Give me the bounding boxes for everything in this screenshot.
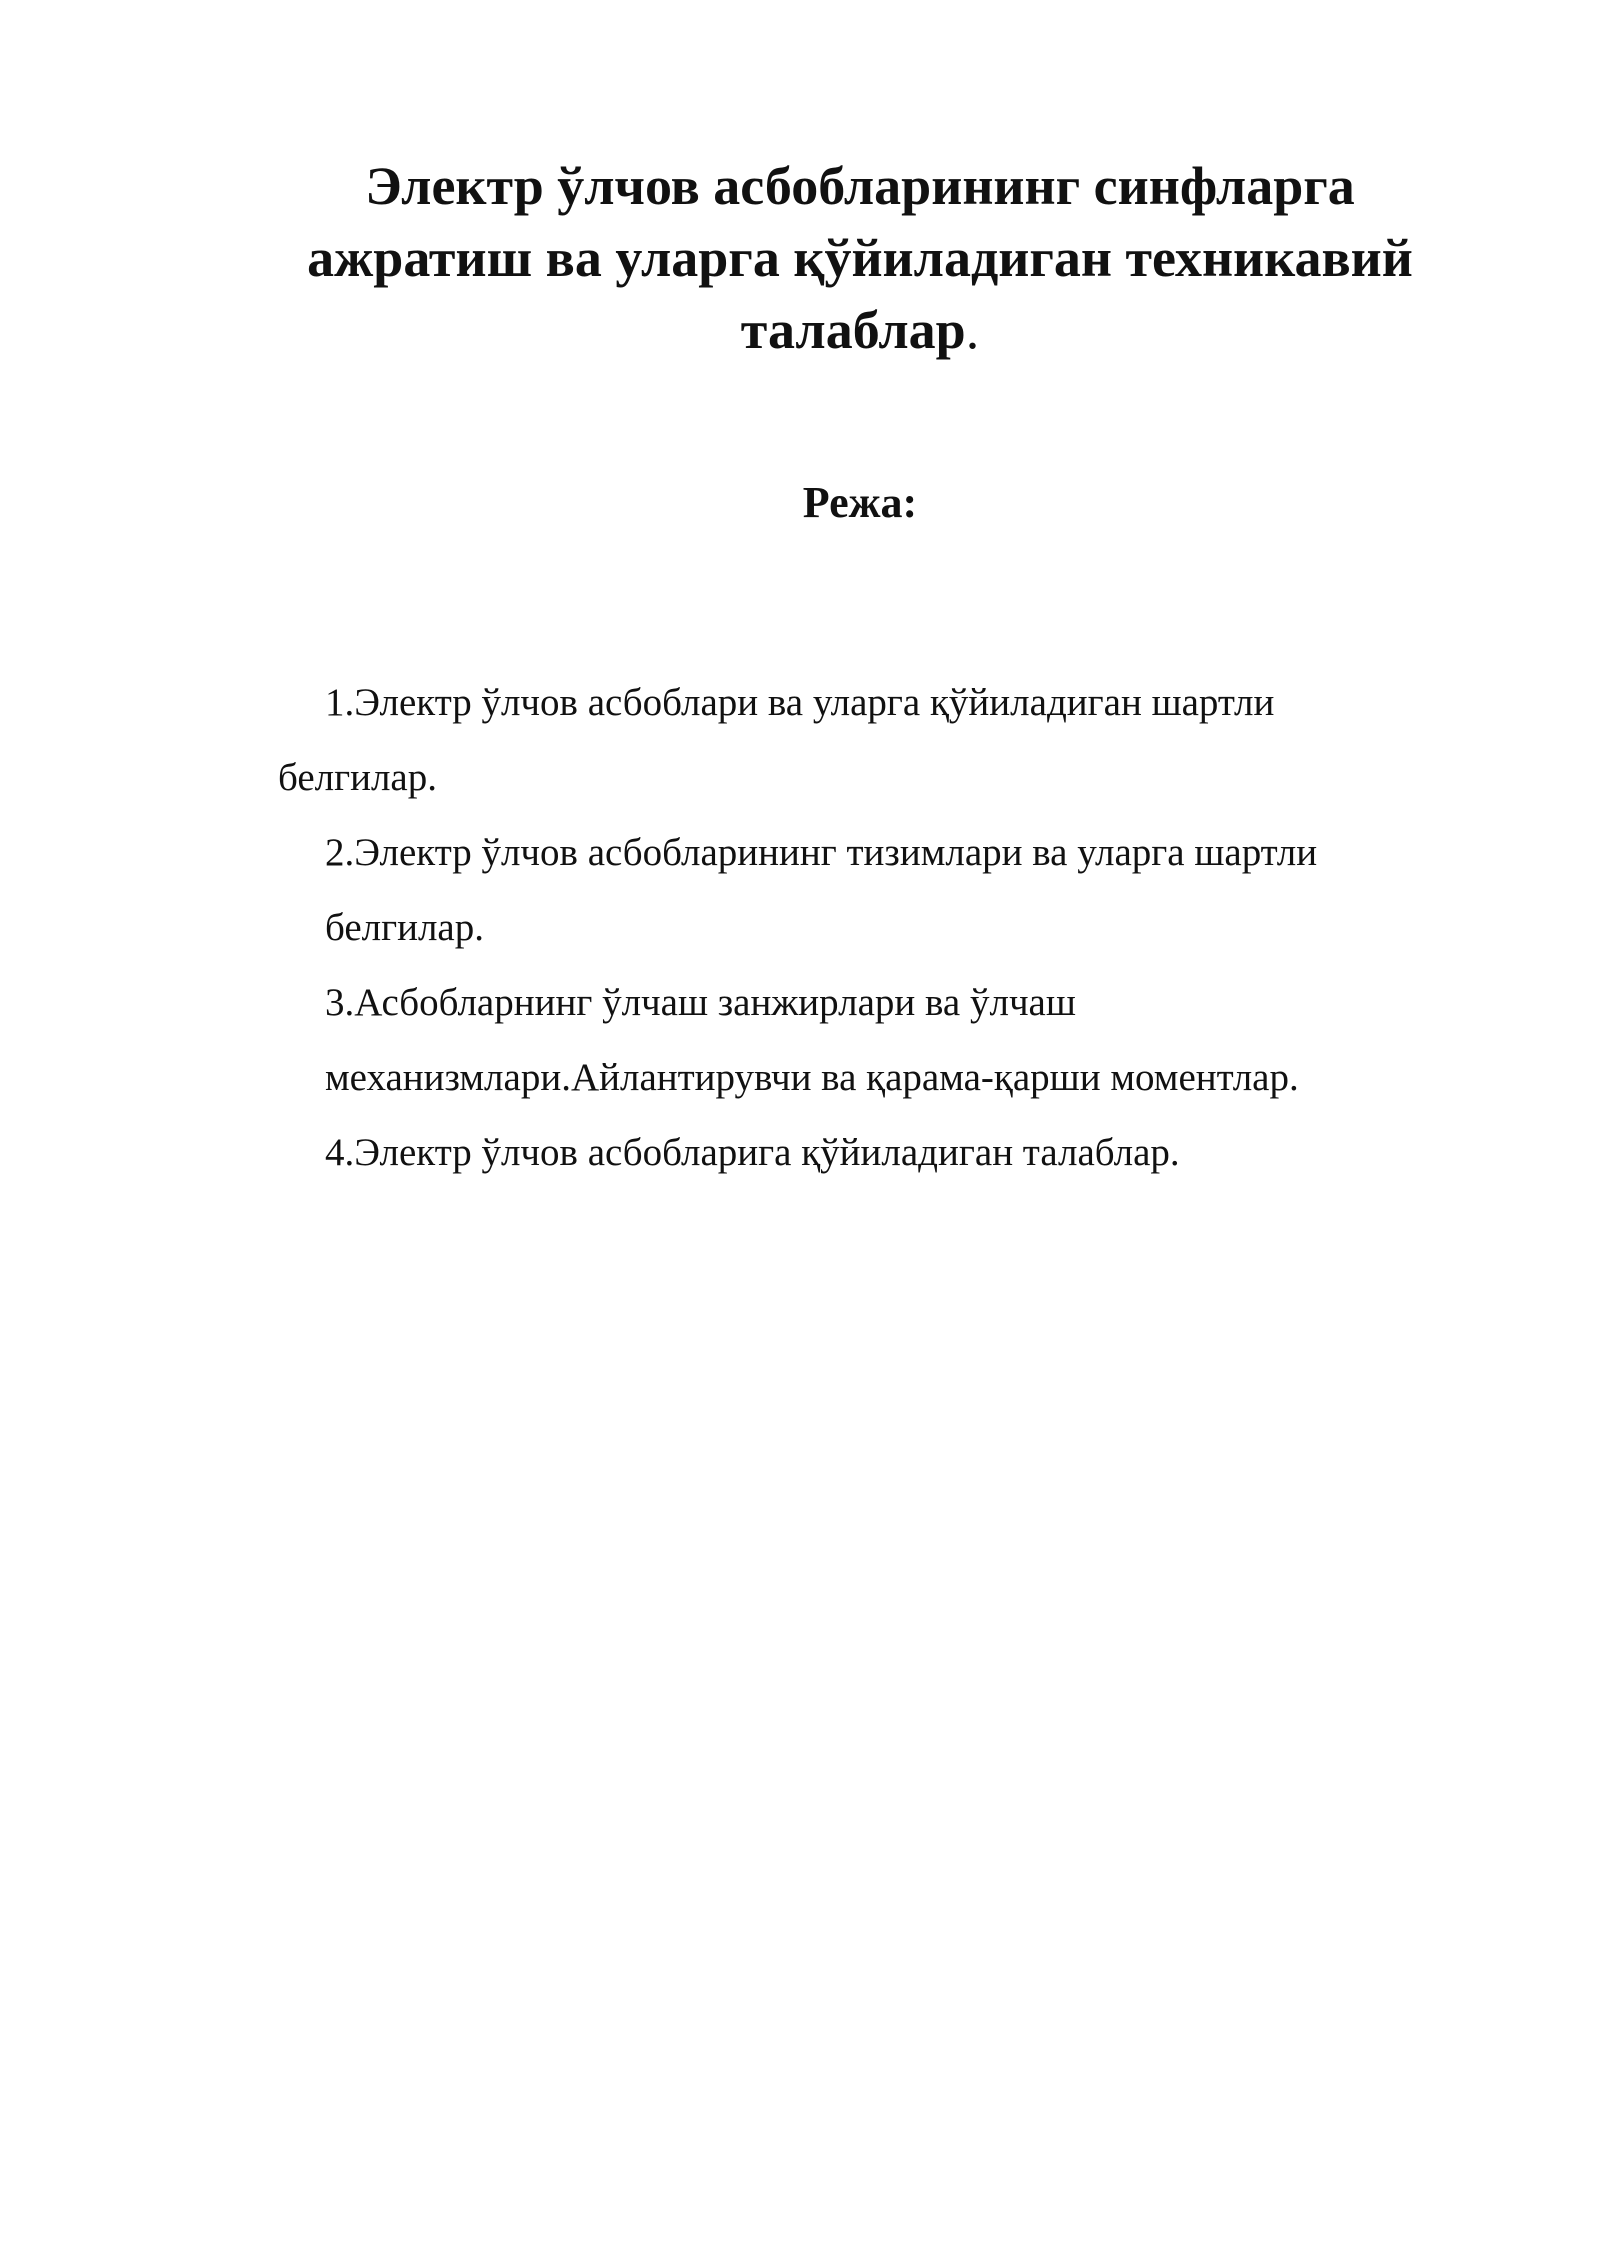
title-period: . <box>965 300 980 360</box>
plan-item-3-line-1: 3.Асбобларнинг ўлчаш занжирлари ва ўлчаш <box>325 981 1076 1024</box>
plan-item-1-line-1: 1.Электр ўлчов асбоблари ва уларга қўйиладиган шартли <box>325 681 1275 724</box>
plan-item-2-line-1: 2.Электр ўлчов асбобларининг тизимлари ва уларга шартли <box>325 831 1318 874</box>
plan-heading: Режа: <box>802 478 918 527</box>
title-line <box>200 294 1520 366</box>
document-title <box>200 150 1520 366</box>
title-line: Электр ўлчов асбобларининг синфларга <box>365 156 1355 216</box>
title-line-text: талаблар <box>740 300 966 360</box>
title-line <box>200 222 1520 294</box>
plan-item-2-line-2: белгилар. <box>325 906 484 949</box>
title-line-text: ажратиш ва уларга қўйиладиган техникавий <box>307 228 1413 288</box>
plan-item-3-line-2: механизмлари.Айлантирувчи ва қарама-қарши моментлар. <box>325 1056 1299 1099</box>
plan-item-4-line-1: 4.Электр ўлчов асбобларига қўйиладиган талаблар. <box>325 1131 1180 1174</box>
plan-item-1-line-2: белгилар. <box>278 756 437 799</box>
